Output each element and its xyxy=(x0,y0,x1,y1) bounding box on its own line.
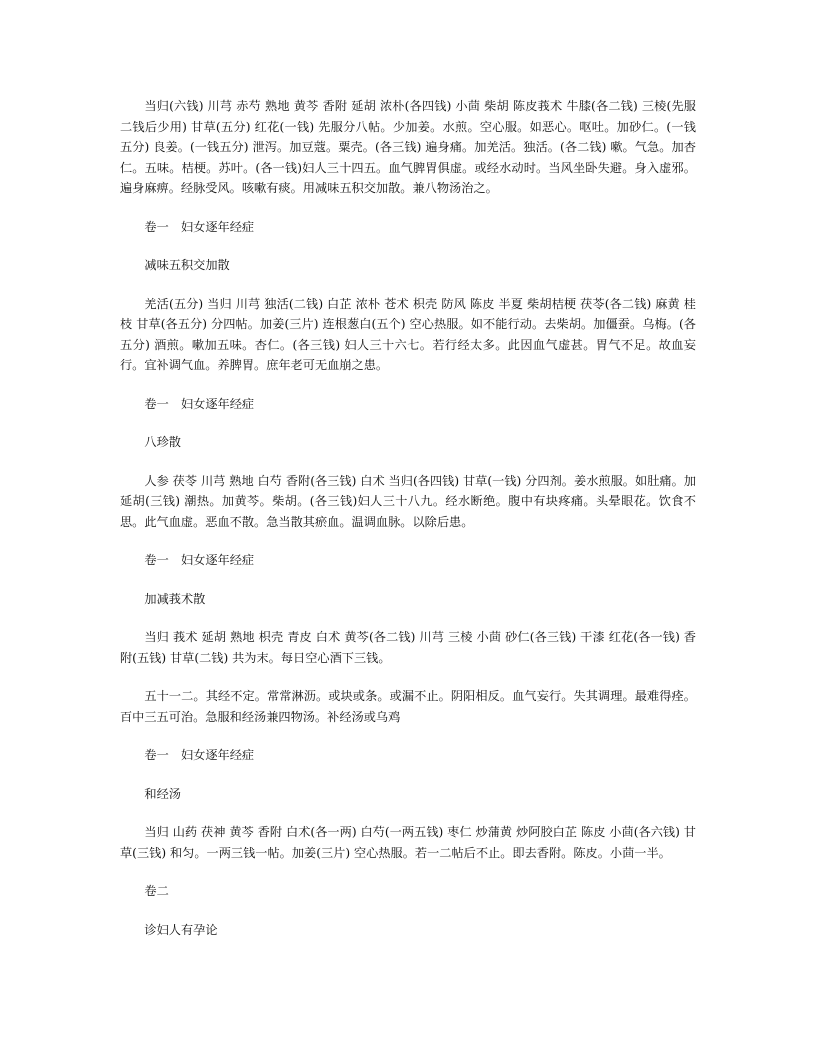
formula-title: 八珍散 xyxy=(144,435,181,449)
paragraph-symptoms: 五十一二。其经不定。常常淋沥。或块或条。或漏不止。阴阳相反。血气妄行。失其调理。最难得痊。百中三五可治。急服和经汤兼四物汤。补经汤或乌鸡 xyxy=(120,689,696,724)
paragraph-formula-ingredients: 当归(六钱) 川芎 赤芍 熟地 黄芩 香附 延胡 浓朴(各四钱) 小茴 柴胡 陈皮莪术 牛膝(各二钱) 三棱(先服二钱后少用) 甘草(五分) 红花(一钱) 先服分八帖。少加姜。水煎。空心服。如恶心。呕吐。加砂仁。(一钱五分) 良姜。(一钱五分) 泄泻。加豆蔻。粟壳。(各三钱) 遍身痛。加羌活。独活。(各二钱) 嗽。气急。加杏仁。五味。桔梗。苏叶。(各一钱)妇人三十四五。血气脾胃俱虚。或经水动时。当风坐卧失避。身入虚邪。遍身麻痹。经脉受风。咳嗽有痰。用减味五积交加散。兼八物汤治之。 xyxy=(120,99,696,195)
section-heading: 卷一 妇女逐年经症 xyxy=(144,219,255,234)
volume-heading: 卷二 xyxy=(144,884,169,898)
paragraph-formula-ingredients: 人参 茯苓 川芎 熟地 白芍 香附(各三钱) 白术 当归(各四钱) 甘草(一钱) 分四剂。姜水煎服。如肚痛。加延胡(三钱) 潮热。加黄芩。柴胡。(各三钱)妇人三十八九。经水断绝。腹中有块疼痛。头晕眼花。饮食不思。此气血虚。恶血不散。急当散其瘀血。温调血脉。以除后患。 xyxy=(120,473,696,529)
section-heading: 卷一 妇女逐年经症 xyxy=(144,748,255,762)
paragraph-formula-ingredients: 当归 山药 茯神 黄芩 香附 白术(各一两) 白芍(一两五钱) 枣仁 炒蒲黄 炒阿胶白芷 陈皮 小茴(各六钱) 甘草(三钱) 和匀。一两三钱一帖。加姜(三片) 空心热服。若一二帖后不止。即去香附。陈皮。小茴一半。 xyxy=(120,825,696,860)
section-heading: 卷一 妇女逐年经症 xyxy=(144,396,255,411)
formula-title: 减味五积交加散 xyxy=(144,258,230,272)
formula-title: 和经汤 xyxy=(144,786,181,801)
document-page xyxy=(120,96,696,940)
paragraph-formula-ingredients: 当归 莪术 延胡 熟地 枳壳 青皮 白术 黄芩(各二钱) 川芎 三棱 小茴 砂仁(各三钱) 干漆 红花(各一钱) 香附(五钱) 甘草(二钱) 共为末。每日空心酒下三钱。 xyxy=(120,630,696,665)
section-title: 诊妇人有孕论 xyxy=(144,922,218,937)
section-heading: 卷一 妇女逐年经症 xyxy=(144,553,255,567)
paragraph-formula-ingredients: 羌活(五分) 当归 川芎 独活(二钱) 白芷 浓朴 苍术 枳壳 防风 陈皮 半夏 柴胡桔梗 茯苓(各二钱) 麻黄 桂枝 甘草(各五分) 分四帖。加姜(三片) 连根葱白(五个) 空心热服。如不能行动。去柴胡。加僵蚕。乌梅。(各五分) 酒煎。嗽加五味。杏仁。(各三钱) 妇人三十六七。若行经太多。此因血气虚甚。胃气不足。故血妄行。宜补调气血。养脾胃。庶年老可无血崩之患。 xyxy=(120,296,696,372)
formula-title: 加减莪术散 xyxy=(144,591,206,606)
